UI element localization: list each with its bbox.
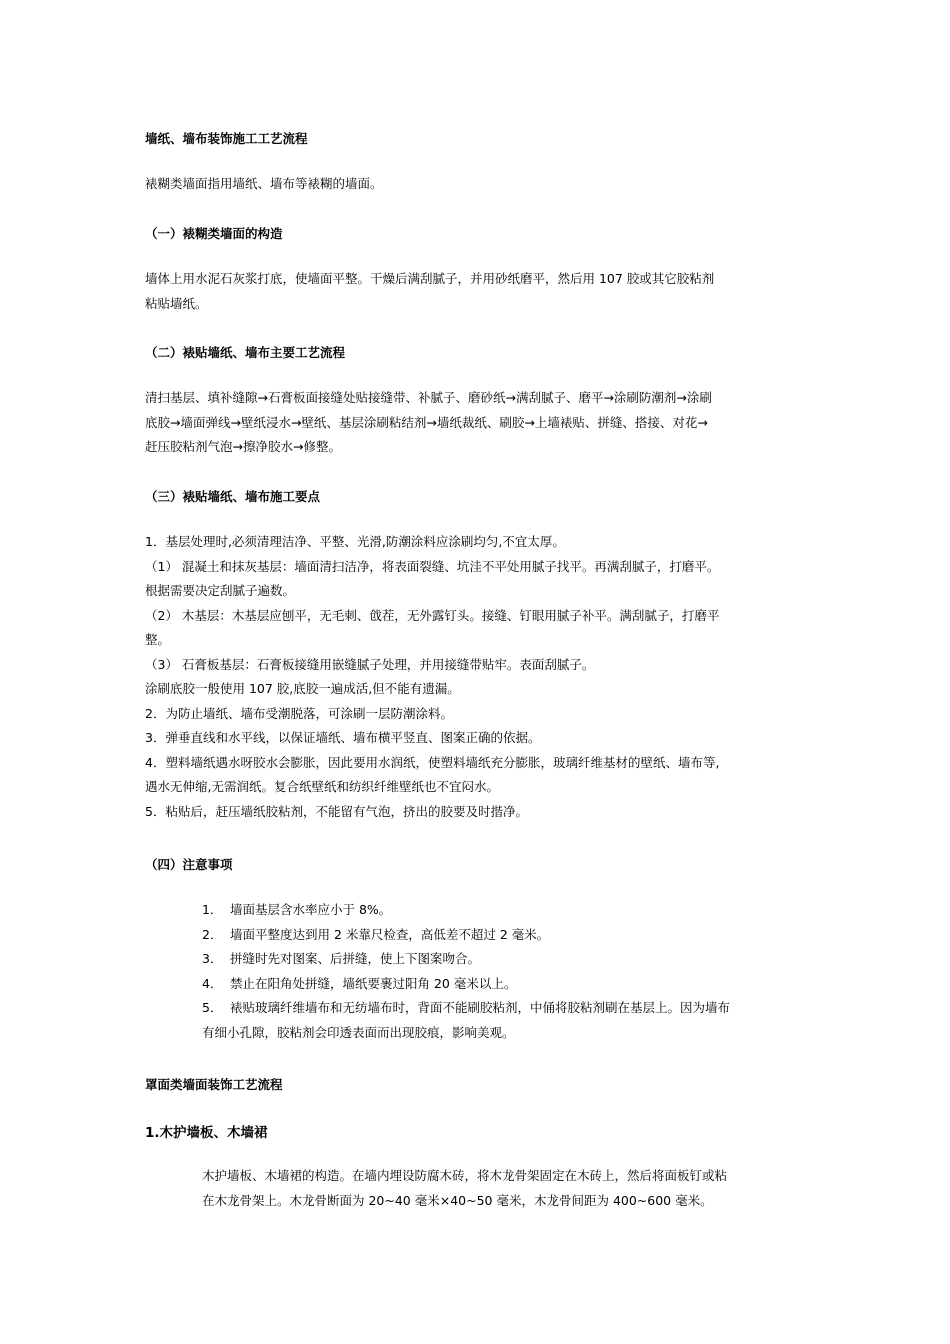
text-line: 整。	[145, 632, 171, 647]
text-line: 遇水无伸缩,无需润纸。复合纸壁纸和纺织纤维壁纸也不宜闷水。	[145, 779, 499, 794]
text-line: 2．为防止墙纸、墙布受潮脱落，可涂刷一层防潮涂料。	[145, 705, 453, 721]
list-item	[202, 898, 810, 923]
text-line: 墙体上用水泥石灰浆打底，使墙面平整。干燥后满刮腻子，并用砂纸磨平，然后用 107 胶或其它胶粘剂	[145, 271, 715, 286]
list-item-text: 禁止在阳角处拼缝，墙纸要裹过阳角 20 毫米以上。	[230, 975, 517, 991]
text-line: （2） 木基层：木基层应刨平，无毛刺、戗茬，无外露钉头。接缝、钉眼用腻子补平。满刮腻子，打磨平	[145, 607, 720, 623]
text-line: 赶压胶粘剂气泡→擦净胶水→修整。	[145, 439, 341, 454]
section-6-heading: 1.木护墙板、木墙裙	[145, 1125, 268, 1141]
section-3-body	[145, 530, 810, 824]
section-4-heading: （四）注意事项	[145, 857, 233, 872]
list-item-text: 墙面平整度达到用 2 米靠尺检查，高低差不超过 2 毫米。	[230, 926, 550, 942]
list-item-text: 墙面基层含水率应小于 8%。	[230, 902, 392, 917]
text-line: （1） 混凝土和抹灰基层：墙面清扫洁净，将表面裂缝、坑洼不平处用腻子找平。再满刮腻子，打磨平。	[145, 558, 720, 574]
list-item	[202, 972, 810, 997]
text-line: 木护墙板、木墙裙的构造。在墙内埋设防腐木砖，将木龙骨架固定在木砖上，然后将面板钉或粘	[202, 1168, 728, 1183]
text-line: 在木龙骨架上。木龙骨断面为 20~40 毫米×40~50 毫米，木龙骨间距为 400~600 毫米。	[202, 1192, 713, 1208]
text-line: 粘贴墙纸。	[145, 295, 208, 311]
text-line: 5．粘贴后，赶压墙纸胶粘剂，不能留有气泡，挤出的胶要及时揩净。	[145, 803, 528, 819]
intro-paragraph	[145, 172, 810, 197]
list-item-number: 2．	[202, 926, 223, 942]
text-line: （3） 石膏板基层：石膏板接缝用嵌缝腻子处理，并用接缝带贴牢。表面刮腻子。	[145, 656, 595, 672]
list-item-continuation: 有细小孔隙，胶粘剂会印透表面而出现胶痕，影响美观。	[202, 1024, 515, 1040]
section-1-body	[145, 267, 810, 316]
section-3-heading: （三）裱贴墙纸、墙布施工要点	[145, 489, 321, 504]
text-line: 3．弹垂直线和水平线，以保证墙纸、墙布横平竖直、图案正确的依据。	[145, 730, 541, 745]
list-item-text: 拼缝时先对图案、后拼缝，使上下图案吻合。	[230, 951, 481, 966]
intro-line: 裱糊类墙面指用墙纸、墙布等裱糊的墙面。	[145, 176, 383, 191]
list-item	[202, 996, 810, 1021]
list-item-number: 4．	[202, 975, 223, 991]
document-title: 墙纸、墙布装饰施工工艺流程	[145, 131, 308, 146]
section-4-list	[202, 898, 810, 1045]
section-2-heading: （二）裱贴墙纸、墙布主要工艺流程	[145, 345, 346, 360]
list-item	[202, 947, 810, 972]
text-line: 4．塑料墙纸遇水呀胶水会膨胀，因此要用水润纸，使塑料墙纸充分膨胀，玻璃纤维基材的壁纸、墙布等,	[145, 754, 720, 770]
list-item-number: 1．	[202, 902, 223, 917]
list-item-text: 裱贴玻璃纤维墙布和无纺墙布时，背面不能刷胶粘剂，中俑将胶粘剂刷在基层上。因为墙布	[230, 1000, 731, 1015]
list-item-number: 5．	[202, 1000, 223, 1015]
section-5-heading: 罩面类墙面装饰工艺流程	[145, 1077, 283, 1092]
text-line: 底胶→墙面弹线→壁纸浸水→壁纸、基层涂刷粘结剂→墙纸裁纸、刷胶→上墙裱贴、拼缝、搭接、对花→	[145, 414, 708, 430]
list-item-number: 3．	[202, 951, 223, 966]
text-line: 涂刷底胶一般使用 107 胶,底胶一遍成活,但不能有遗漏。	[145, 681, 460, 696]
section-6-body	[202, 1164, 810, 1213]
section-2-body	[145, 386, 810, 460]
text-line: 清扫基层、填补缝隙→石膏板面接缝处贴接缝带、补腻子、磨砂纸→满刮腻子、磨平→涂刷防潮剂→涂刷	[145, 390, 712, 405]
text-line: 1．基层处理时,必须清理洁净、平整、光滑,防潮涂料应涂刷均匀,不宜太厚。	[145, 534, 565, 549]
section-1-heading: （一）裱糊类墙面的构造	[145, 226, 283, 241]
list-item	[202, 923, 810, 948]
text-line: 根据需要决定刮腻子遍数。	[145, 583, 296, 598]
